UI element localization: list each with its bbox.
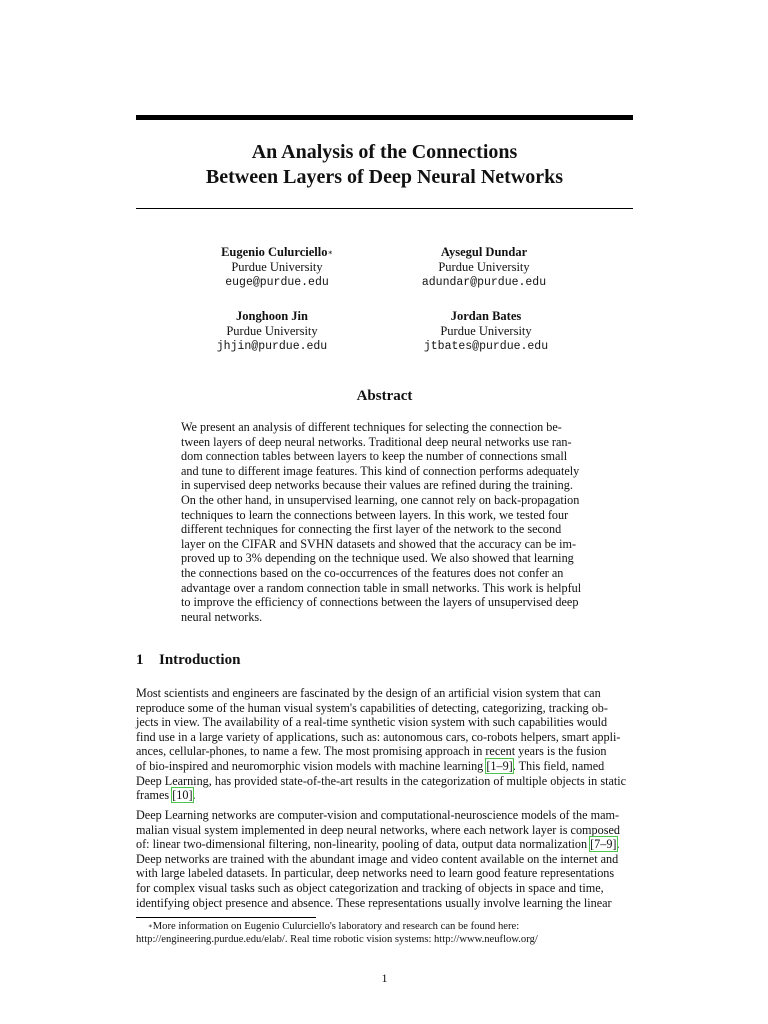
body-line: Deep Learning, has provided state-of-the-art results in the categorization of multiple objects in static: [136, 773, 627, 788]
section-title: Introduction: [159, 652, 241, 668]
body-line: frames [10].: [136, 788, 196, 803]
abstract-line: techniques to learn the connections between layers. In this work, we tested four: [181, 507, 569, 522]
author-name: Aysegul Dundar: [440, 245, 528, 259]
author-email[interactable]: jtbates@purdue.edu: [423, 340, 549, 353]
body-line: for complex visual tasks such as object categorization and tracking of objects in space and time,: [136, 880, 604, 895]
author-email[interactable]: adundar@purdue.edu: [421, 276, 547, 289]
abstract-line: layer on the CIFAR and SVHN datasets and showed that the accuracy can be im-: [181, 536, 577, 551]
author-name: Jordan Bates: [450, 309, 522, 323]
section-heading: [136, 652, 240, 669]
abstract-line: in supervised deep networks because their values are refined during the training.: [181, 478, 573, 493]
abstract-line: and tune to different image features. This kind of connection performs adequately: [181, 463, 580, 478]
body-line: Deep networks are trained with the abundant image and video content available on the internet and: [136, 851, 619, 866]
footnote-mark: ∗: [327, 248, 333, 257]
footnote: [136, 920, 633, 946]
body-line: jects in view. The availability of a real-time synthetic vision system with such capabilities would: [136, 715, 608, 730]
paper-title: [136, 140, 633, 190]
body-line: Most scientists and engineers are fascinated by the design of an artificial vision system that can: [136, 686, 601, 700]
abstract-line: dom connection tables between layers to keep the number of connections small: [181, 449, 568, 464]
abstract-line: On the other hand, in unsupervised learning, one cannot rely on back-propagation: [181, 492, 580, 507]
title-line-2: Between Layers of Deep Neural Networks: [205, 166, 564, 188]
abstract-line: tween layers of deep neural networks. Traditional deep neural networks use ran-: [181, 434, 572, 449]
intro-paragraph-2: [136, 808, 633, 910]
footnote-mark: ∗: [148, 922, 153, 930]
author-affiliation: Purdue University: [438, 260, 530, 274]
abstract-line: the connections based on the co-occurrences of the features does not confer an: [181, 565, 564, 580]
abstract-line: to improve the efficiency of connections between the layers of unsupervised deep: [181, 595, 579, 610]
section-number: 1: [136, 652, 144, 668]
author-block-3: [162, 309, 382, 354]
author-name: Jonghoon Jin: [236, 309, 308, 323]
page-number: 1: [381, 971, 388, 985]
abstract-body: [181, 420, 588, 624]
footnote-line-1: More information on Eugenio Culurciello's laboratory and research can be found here:: [152, 921, 520, 932]
author-affiliation: Purdue University: [226, 324, 318, 338]
abstract-heading: Abstract: [356, 388, 413, 404]
body-line: with large labeled datasets. In particular, deep networks need to learn good feature representations: [136, 866, 615, 881]
abstract-line: proved up to 3% depending on the technique used. We also showed that learning: [181, 551, 574, 566]
abstract-line: neural networks.: [181, 609, 263, 624]
author-block-1: [167, 245, 387, 290]
body-line: reproduce some of the human visual system's capabilities of detecting, categorizing, tracking ob-: [136, 700, 608, 715]
body-line: identifying object presence and absence. These representations usually involve learning the linear: [136, 895, 612, 910]
author-affiliation: Purdue University: [231, 260, 323, 274]
intro-paragraph-1: [136, 686, 633, 803]
author-block-4: [376, 309, 596, 354]
abstract-line: advantage over a random connection table in small networks. This work is helpful: [181, 580, 582, 595]
title-bottom-rule: [136, 208, 633, 209]
title-line-1: An Analysis of the Connections: [251, 141, 518, 163]
abstract-line: different techniques for connecting the first layer of the network to the second: [181, 522, 562, 537]
citation-link[interactable]: [10]: [172, 788, 193, 803]
footnote-rule: [136, 917, 316, 918]
body-line: of bio-inspired and neuromorphic vision models with machine learning [1–9]. This field, named: [136, 758, 605, 773]
author-affiliation: Purdue University: [440, 324, 532, 338]
body-line: malian visual system implemented in deep neural networks, where each network layer is composed: [136, 822, 620, 837]
title-top-rule: [136, 115, 633, 120]
footnote-line-2[interactable]: http://engineering.purdue.edu/elab/. Real time robotic vision systems: http://www.neuflow.org/: [136, 934, 538, 945]
body-line: of: linear two-dimensional filtering, non-linearity, pooling of data, output data normalization [7–9].: [136, 837, 620, 852]
citation-link[interactable]: [7–9]: [590, 837, 617, 852]
author-email[interactable]: euge@purdue.edu: [225, 276, 329, 289]
body-line: Deep Learning networks are computer-vision and computational-neuroscience models of the mam-: [136, 808, 620, 822]
body-line: ances, cellular-phones, to name a few. The most promising approach in recent years is the fusion: [136, 744, 607, 759]
abstract-line: We present an analysis of different techniques for selecting the connection be-: [181, 420, 562, 434]
author-name: Eugenio Culurciello: [221, 245, 328, 259]
author-email[interactable]: jhjin@purdue.edu: [216, 340, 328, 353]
citation-link[interactable]: [1–9]: [486, 758, 513, 773]
body-line: find use in a large variety of applications, such as: autonomous cars, co-robots helpers, smart appli-: [136, 729, 621, 744]
author-block-2: [374, 245, 594, 290]
